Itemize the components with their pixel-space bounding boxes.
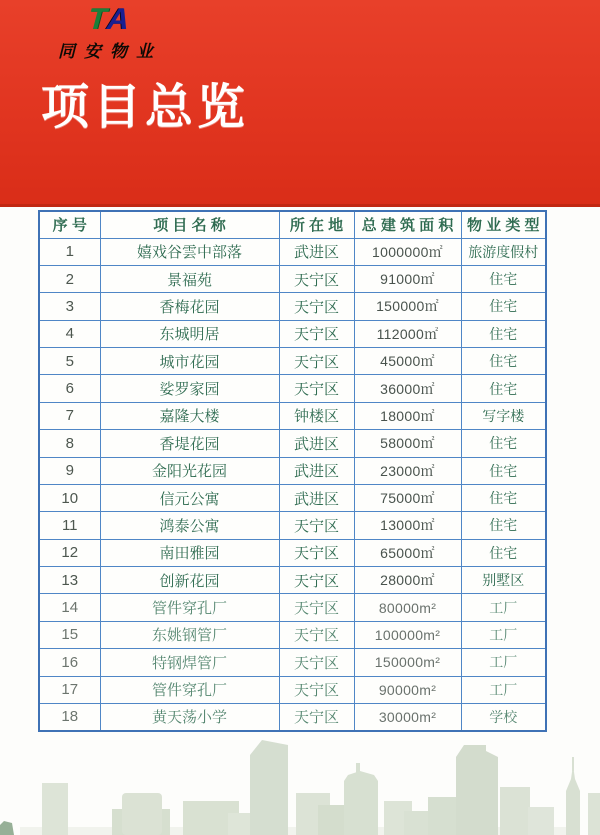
row-location: 武进区	[279, 238, 354, 265]
row-total-area: 45000㎡	[354, 348, 461, 375]
row-property-type: 工厂	[461, 621, 546, 648]
row-project-name: 嬉戏谷雲中部落	[100, 238, 279, 265]
row-serial-no: 18	[39, 703, 100, 731]
row-total-area: 65000㎡	[354, 539, 461, 566]
row-location: 天宁区	[279, 567, 354, 594]
row-serial-no: 7	[39, 402, 100, 429]
row-total-area: 80000m²	[354, 594, 461, 621]
company-name: 同安物业	[58, 42, 162, 61]
table-row	[39, 430, 546, 457]
row-property-type: 别墅区	[461, 567, 546, 594]
row-location: 天宁区	[279, 621, 354, 648]
row-location: 天宁区	[279, 265, 354, 292]
row-property-type: 住宅	[461, 293, 546, 320]
company-logo	[58, 3, 162, 62]
table-row	[39, 375, 546, 402]
row-serial-no: 11	[39, 512, 100, 539]
col-header-property-type: 物 业 类 型	[461, 211, 546, 238]
row-location: 天宁区	[279, 320, 354, 347]
row-project-name: 管件穿孔厂	[100, 676, 279, 703]
col-header-location: 所 在 地	[279, 211, 354, 238]
row-property-type: 住宅	[461, 539, 546, 566]
logo-ta-monogram	[57, 3, 163, 37]
row-total-area: 150000m²	[354, 649, 461, 676]
row-total-area: 100000m²	[354, 621, 461, 648]
table-row	[39, 293, 546, 320]
table-row	[39, 649, 546, 676]
row-property-type: 住宅	[461, 320, 546, 347]
row-project-name: 娑罗家园	[100, 375, 279, 402]
row-location: 天宁区	[279, 375, 354, 402]
row-serial-no: 9	[39, 457, 100, 484]
row-project-name: 景福苑	[100, 265, 279, 292]
col-header-total-area: 总 建 筑 面 积	[354, 211, 461, 238]
table-row	[39, 348, 546, 375]
table-row	[39, 676, 546, 703]
row-property-type: 住宅	[461, 265, 546, 292]
row-property-type: 工厂	[461, 594, 546, 621]
projects-table	[38, 210, 547, 732]
table-body	[39, 238, 546, 731]
row-project-name: 创新花园	[100, 567, 279, 594]
row-serial-no: 13	[39, 567, 100, 594]
row-location: 天宁区	[279, 649, 354, 676]
row-total-area: 18000㎡	[354, 402, 461, 429]
row-project-name: 嘉隆大楼	[100, 402, 279, 429]
table-row	[39, 402, 546, 429]
row-serial-no: 15	[39, 621, 100, 648]
row-project-name: 东城明居	[100, 320, 279, 347]
row-project-name: 鸿泰公寓	[100, 512, 279, 539]
row-total-area: 150000㎡	[354, 293, 461, 320]
row-property-type: 住宅	[461, 375, 546, 402]
row-total-area: 1000000㎡	[354, 238, 461, 265]
row-location: 天宁区	[279, 539, 354, 566]
row-serial-no: 6	[39, 375, 100, 402]
row-project-name: 南田雅园	[100, 539, 279, 566]
table-row	[39, 594, 546, 621]
row-serial-no: 8	[39, 430, 100, 457]
col-header-serial-no: 序 号	[39, 211, 100, 238]
table-row	[39, 567, 546, 594]
row-total-area: 23000㎡	[354, 457, 461, 484]
row-property-type: 住宅	[461, 457, 546, 484]
row-project-name: 黄天荡小学	[100, 703, 279, 731]
red-header-banner	[0, 0, 600, 207]
row-location: 天宁区	[279, 703, 354, 731]
table-row	[39, 238, 546, 265]
row-property-type: 工厂	[461, 649, 546, 676]
table-row	[39, 621, 546, 648]
row-location: 武进区	[279, 457, 354, 484]
row-project-name: 管件穿孔厂	[100, 594, 279, 621]
row-project-name: 特钢焊管厂	[100, 649, 279, 676]
row-serial-no: 2	[39, 265, 100, 292]
row-project-name: 香堤花园	[100, 430, 279, 457]
table-row	[39, 703, 546, 731]
row-serial-no: 1	[39, 238, 100, 265]
row-serial-no: 12	[39, 539, 100, 566]
row-location: 天宁区	[279, 293, 354, 320]
row-property-type: 旅游度假村	[461, 238, 546, 265]
row-total-area: 112000㎡	[354, 320, 461, 347]
row-project-name: 香梅花园	[100, 293, 279, 320]
table-row	[39, 484, 546, 511]
row-total-area: 90000m²	[354, 676, 461, 703]
table-row	[39, 457, 546, 484]
row-property-type: 工厂	[461, 676, 546, 703]
row-serial-no: 14	[39, 594, 100, 621]
row-total-area: 58000㎡	[354, 430, 461, 457]
logo-letter-t: T	[86, 3, 109, 36]
logo-letter-a: A	[106, 3, 134, 36]
table-row	[39, 539, 546, 566]
row-location: 天宁区	[279, 594, 354, 621]
row-location: 钟楼区	[279, 402, 354, 429]
row-serial-no: 16	[39, 649, 100, 676]
row-project-name: 金阳光花园	[100, 457, 279, 484]
row-serial-no: 5	[39, 348, 100, 375]
row-total-area: 36000㎡	[354, 375, 461, 402]
table-row	[39, 320, 546, 347]
row-location: 天宁区	[279, 676, 354, 703]
row-serial-no: 10	[39, 484, 100, 511]
row-location: 武进区	[279, 484, 354, 511]
row-property-type: 住宅	[461, 430, 546, 457]
row-property-type: 学校	[461, 703, 546, 731]
row-project-name: 信元公寓	[100, 484, 279, 511]
table-row	[39, 265, 546, 292]
row-property-type: 住宅	[461, 484, 546, 511]
row-total-area: 28000㎡	[354, 567, 461, 594]
row-total-area: 91000㎡	[354, 265, 461, 292]
row-serial-no: 4	[39, 320, 100, 347]
table-row	[39, 512, 546, 539]
row-property-type: 写字楼	[461, 402, 546, 429]
row-serial-no: 3	[39, 293, 100, 320]
page-title: 项目总览	[41, 81, 250, 134]
city-skyline-graphic	[0, 735, 600, 835]
row-location: 武进区	[279, 430, 354, 457]
row-property-type: 住宅	[461, 348, 546, 375]
col-header-project-name: 项 目 名 称	[100, 211, 279, 238]
row-total-area: 75000㎡	[354, 484, 461, 511]
row-serial-no: 17	[39, 676, 100, 703]
table-header-row	[39, 211, 546, 238]
row-project-name: 城市花园	[100, 348, 279, 375]
row-property-type: 住宅	[461, 512, 546, 539]
row-project-name: 东姚钢管厂	[100, 621, 279, 648]
row-location: 天宁区	[279, 348, 354, 375]
row-total-area: 30000m²	[354, 703, 461, 731]
row-total-area: 13000㎡	[354, 512, 461, 539]
row-location: 天宁区	[279, 512, 354, 539]
